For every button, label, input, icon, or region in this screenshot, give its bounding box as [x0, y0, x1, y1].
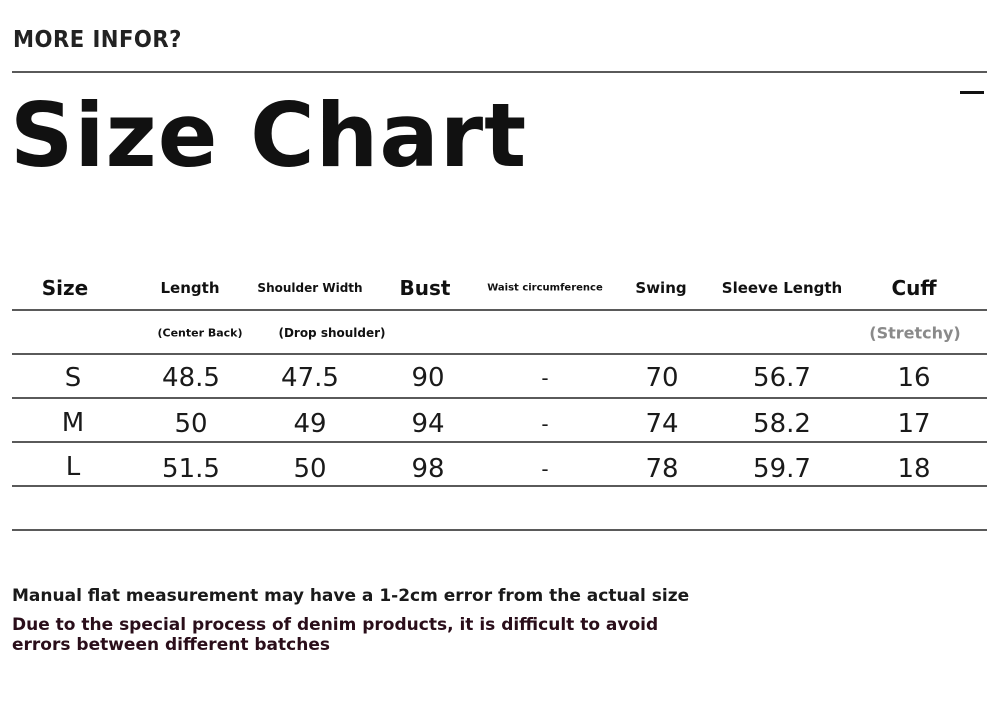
minimize-dash [960, 91, 984, 94]
cell-shoulder: 47.5 [281, 363, 339, 393]
note-measurement: Manual flat measurement may have a 1-2cm error from the actual size [12, 586, 690, 606]
divider-bottom [12, 529, 987, 531]
header-sleeve-length: Sleeve Length [721, 279, 843, 297]
cell-waist: - [541, 457, 549, 481]
page-title: Size Chart [10, 84, 528, 187]
note-denim: Due to the special process of denim products, it is difficult to avoid errors between different batches [12, 615, 659, 655]
header-cuff: Cuff [891, 276, 937, 300]
cell-waist: - [541, 412, 549, 436]
cell-length: 48.5 [162, 363, 220, 393]
header-swing: Swing [635, 279, 687, 297]
cell-cuff: 16 [897, 363, 931, 393]
cell-size: S [64, 363, 82, 393]
subheader-length: (Center Back) [157, 326, 243, 340]
cell-bust: 98 [411, 454, 445, 484]
cell-sleeve: 59.7 [753, 454, 811, 484]
header-bust: Bust [399, 276, 451, 300]
cell-shoulder: 50 [293, 454, 327, 484]
cell-swing: 74 [645, 409, 679, 439]
cell-sleeve: 58.2 [753, 409, 811, 439]
divider-header [12, 309, 987, 311]
cell-shoulder: 49 [293, 409, 327, 439]
cell-length: 51.5 [162, 454, 220, 484]
more-info-label: MORE INFOR? [13, 27, 182, 53]
cell-size: L [65, 452, 81, 482]
header-size: Size [41, 276, 89, 300]
divider-row-m [12, 441, 987, 443]
cell-size: M [61, 408, 85, 438]
header-shoulder-width: Shoulder Width [257, 281, 363, 295]
cell-bust: 90 [411, 363, 445, 393]
cell-sleeve: 56.7 [753, 363, 811, 393]
divider-subheader [12, 353, 987, 355]
cell-cuff: 18 [897, 454, 931, 484]
divider-top [12, 71, 987, 73]
header-waist: Waist circumference [487, 282, 603, 294]
cell-length: 50 [174, 409, 208, 439]
cell-waist: - [541, 366, 549, 390]
cell-bust: 94 [411, 409, 445, 439]
subheader-shoulder: (Drop shoulder) [278, 326, 386, 340]
divider-row-s [12, 397, 987, 399]
subheader-cuff: (Stretchy) [869, 323, 961, 343]
cell-swing: 78 [645, 454, 679, 484]
cell-swing: 70 [645, 363, 679, 393]
divider-row-l [12, 485, 987, 487]
cell-cuff: 17 [897, 409, 931, 439]
header-length: Length [160, 279, 220, 297]
